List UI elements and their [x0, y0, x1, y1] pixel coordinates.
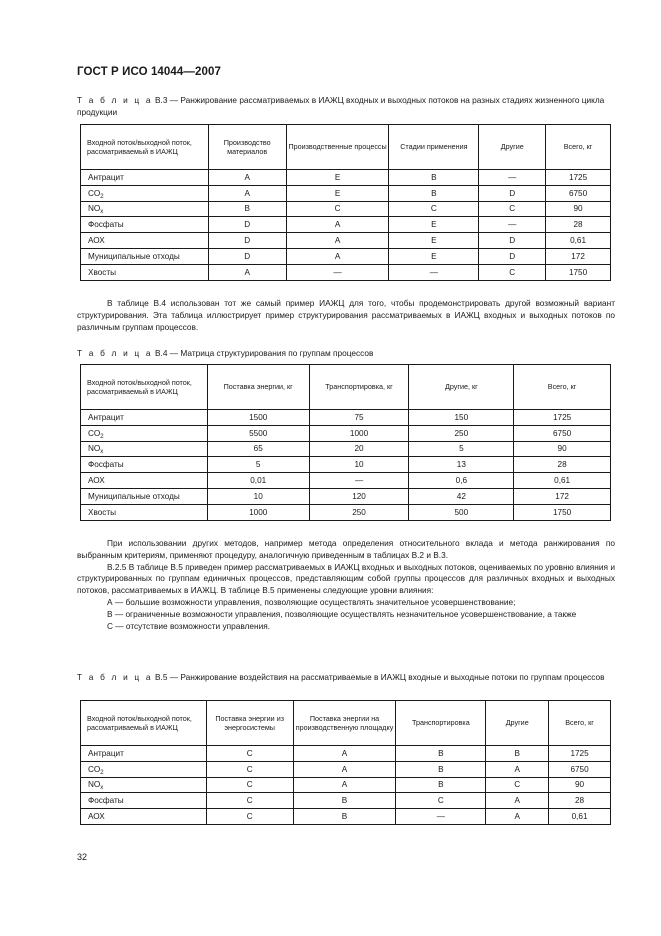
table-cell: —	[309, 473, 409, 489]
row-label-cell	[81, 746, 207, 762]
table-cell: 500	[409, 504, 514, 520]
table-cell: 5	[409, 441, 514, 457]
table-cell: A	[208, 185, 286, 201]
table-cell: C	[206, 761, 293, 777]
paragraph-line: А — большие возможности управления, позволяющие осуществлять значительное усовершенствование;	[107, 596, 516, 607]
table-cell: —	[479, 217, 546, 233]
subscript: x	[100, 785, 104, 792]
table-row	[81, 248, 611, 264]
table-cell: A	[293, 777, 396, 793]
table-row	[81, 201, 611, 217]
table-cell: A	[486, 809, 549, 825]
header-cell: Транспортировка	[396, 701, 486, 746]
row-label-cell	[81, 425, 208, 441]
document-header: ГОСТ Р ИСО 14044—2007	[77, 66, 222, 78]
table-cell: 1725	[514, 410, 611, 426]
header-cell: Транспортировка, кг	[309, 365, 409, 410]
row-label: Антрацит	[88, 748, 124, 758]
table-row	[81, 761, 611, 777]
row-label: АОХ	[88, 236, 105, 246]
table-cell: В	[486, 746, 549, 762]
row-label-cell	[81, 809, 207, 825]
row-label-cell	[81, 170, 209, 186]
table-cell: 42	[409, 488, 514, 504]
paragraph-line: С — отсутствие возможности управления.	[107, 620, 271, 631]
table-row	[81, 170, 611, 186]
table-cell: 120	[309, 488, 409, 504]
row-label: Хвосты	[88, 267, 117, 277]
table-cell: B	[293, 809, 396, 825]
table-row	[81, 488, 611, 504]
header-cell: Поставка энергии, кг	[207, 365, 309, 410]
table-cell: 1000	[309, 425, 409, 441]
table-b4-caption	[77, 347, 615, 359]
row-label-cell	[81, 457, 208, 473]
header-cell: Всего, кг	[546, 125, 611, 170]
table-cell: —	[396, 809, 486, 825]
row-label: CO	[88, 764, 101, 774]
subscript: 2	[100, 433, 104, 440]
caption-prefix: Т а б л и ц а	[77, 95, 153, 105]
row-label: Фосфаты	[88, 220, 124, 230]
table-cell: A	[286, 248, 389, 264]
table-cell: A	[293, 761, 396, 777]
row-label: Антрацит	[88, 172, 124, 182]
table-cell: 75	[309, 410, 409, 426]
table-row	[81, 809, 611, 825]
row-label: CO	[88, 428, 101, 438]
table-cell: A	[286, 233, 389, 249]
table-cell: E	[286, 185, 389, 201]
row-label-cell	[81, 488, 208, 504]
table-cell: D	[479, 185, 546, 201]
row-label: АОХ	[88, 812, 105, 822]
table-row	[81, 410, 611, 426]
table-cell: B	[396, 761, 486, 777]
row-label-cell	[81, 761, 207, 777]
table-row	[81, 185, 611, 201]
table-cell: C	[286, 201, 389, 217]
header-cell: Другие, кг	[409, 365, 514, 410]
subscript: 2	[100, 193, 104, 200]
table-cell: 90	[546, 201, 611, 217]
table-cell: A	[208, 264, 286, 280]
row-label: Фосфаты	[88, 460, 124, 470]
table-cell: —	[286, 264, 389, 280]
table-cell: —	[479, 170, 546, 186]
header-cell: Входной поток/выходной поток, рассматриваемый в ИАЖЦ	[81, 701, 207, 746]
row-label-cell	[81, 504, 208, 520]
row-label-cell	[81, 410, 208, 426]
row-label: Хвосты	[88, 507, 117, 517]
table-cell: B	[293, 793, 396, 809]
paragraph-line: При использовании других методов, например метода определения относительного вклада и метода ранжирования по выбранным критериям, применяют процедуру, аналогичную приведенным в таблицах В.2 и В.3.	[77, 538, 615, 560]
table-cell: 0,61	[546, 233, 611, 249]
caption-prefix: Т а б л и ц а	[77, 348, 153, 358]
table-row	[81, 217, 611, 233]
row-label-cell	[81, 793, 207, 809]
caption-text: В.3 — Ранжирование рассматриваемых в ИАЖЦ входных и выходных потоков на разных стадиях жизненного цикла продукции	[77, 95, 605, 117]
table-cell: C	[389, 201, 479, 217]
row-label-cell	[81, 473, 208, 489]
table-cell: B	[396, 777, 486, 793]
table-cell: 20	[309, 441, 409, 457]
table-row	[81, 793, 611, 809]
table-cell: 10	[309, 457, 409, 473]
table-cell: 0,01	[207, 473, 309, 489]
row-label: Муниципальные отходы	[88, 491, 180, 501]
paragraph-b5-intro	[77, 538, 615, 632]
table-cell: D	[208, 233, 286, 249]
page-number: 32	[77, 852, 88, 862]
table-cell: D	[479, 233, 546, 249]
header-cell: Производство материалов	[208, 125, 286, 170]
row-label: NO	[88, 780, 101, 790]
header-cell: Поставка энергии на производственную площадку	[293, 701, 396, 746]
table-b5	[80, 700, 611, 825]
row-label: CO	[88, 188, 101, 198]
table-cell: 1750	[546, 264, 611, 280]
table-cell: А	[293, 746, 396, 762]
row-label-cell	[81, 777, 207, 793]
table-cell: 90	[549, 777, 611, 793]
table-cell: E	[389, 233, 479, 249]
row-label-cell	[81, 441, 208, 457]
table-cell: 10	[207, 488, 309, 504]
row-label: NO	[88, 444, 101, 454]
subscript: 2	[100, 769, 104, 776]
table-b3	[80, 124, 611, 281]
table-cell: 28	[549, 793, 611, 809]
table-cell: 1725	[549, 746, 611, 762]
header-cell: Поставка энергии из энергосистемы	[206, 701, 293, 746]
table-row	[81, 504, 611, 520]
table-cell: 28	[514, 457, 611, 473]
table-cell: C	[486, 777, 549, 793]
table-cell: 250	[309, 504, 409, 520]
table-cell: 0,6	[409, 473, 514, 489]
table-row	[81, 441, 611, 457]
table-cell: В	[389, 170, 479, 186]
header-cell: Другие	[486, 701, 549, 746]
table-cell: C	[479, 201, 546, 217]
row-label: NO	[88, 204, 101, 214]
row-label-cell	[81, 264, 209, 280]
table-cell: 13	[409, 457, 514, 473]
table-b4	[80, 364, 611, 521]
table-cell: Е	[286, 170, 389, 186]
table-row	[81, 425, 611, 441]
table-cell: C	[206, 809, 293, 825]
table-cell: 1000	[207, 504, 309, 520]
table-cell: A	[486, 761, 549, 777]
table-cell: 65	[207, 441, 309, 457]
row-label-cell	[81, 185, 209, 201]
row-label-cell	[81, 248, 209, 264]
table-cell: А	[208, 170, 286, 186]
table-cell: 90	[514, 441, 611, 457]
table-cell: 5	[207, 457, 309, 473]
header-cell: Стадии применения	[389, 125, 479, 170]
table-cell: C	[206, 777, 293, 793]
table-cell: С	[206, 746, 293, 762]
table-cell: 6750	[514, 425, 611, 441]
row-label: Фосфаты	[88, 796, 124, 806]
table-cell: C	[206, 793, 293, 809]
caption-text: В.5 — Ранжирование воздействия на рассматриваемые в ИАЖЦ входные и выходные потоки по группам процессов	[152, 672, 605, 682]
table-cell: E	[389, 217, 479, 233]
table-cell: В	[396, 746, 486, 762]
subscript: x	[100, 209, 104, 216]
table-cell: B	[389, 185, 479, 201]
table-cell: C	[396, 793, 486, 809]
table-cell: 250	[409, 425, 514, 441]
row-label-cell	[81, 201, 209, 217]
table-cell: D	[208, 248, 286, 264]
table-row	[81, 264, 611, 280]
table-cell: A	[486, 793, 549, 809]
table-cell: C	[479, 264, 546, 280]
header-cell: Всего, кг	[549, 701, 611, 746]
table-cell: 0,61	[514, 473, 611, 489]
table-cell: 6750	[549, 761, 611, 777]
table-b5-caption	[77, 671, 615, 683]
header-cell: Входной поток/выходной поток, рассматриваемый в ИАЖЦ	[81, 125, 209, 170]
table-cell: 28	[546, 217, 611, 233]
table-cell: 172	[546, 248, 611, 264]
header-cell: Входной поток/выходной поток, рассматриваемый в ИАЖЦ	[81, 365, 208, 410]
table-cell: —	[389, 264, 479, 280]
paragraph-line: В.2.5 В таблице В.5 приведен пример рассматриваемых в ИАЖЦ входных и выходных потоков, оцениваемых по уровню влияния и структурированных по группам единичных процессов, представляющим собой группы процессов для различных входных и выходных потоков, рассматриваемых в ИАЖЦ. В таблице В.5 применены следующие уровни влияния:	[77, 561, 615, 596]
table-cell: 0,61	[549, 809, 611, 825]
table-row	[81, 777, 611, 793]
subscript: x	[100, 449, 104, 456]
header-cell: Производственные процессы	[286, 125, 389, 170]
table-cell: 1500	[207, 410, 309, 426]
row-label-cell	[81, 233, 209, 249]
paragraph-b4-intro: В таблице В.4 использован тот же самый пример ИАЖЦ для того, чтобы продемонстрировать другой возможный вариант структурирования. Эта таблица иллюстрирует пример структурирования рассматриваемых в ИАЖЦ входных и выходных потоков по различным группам процессов.	[77, 298, 615, 332]
caption-prefix: Т а б л и ц а	[77, 672, 153, 682]
table-cell: D	[208, 217, 286, 233]
row-label: Муниципальные отходы	[88, 251, 180, 261]
table-cell: D	[479, 248, 546, 264]
table-cell: 6750	[546, 185, 611, 201]
table-row	[81, 457, 611, 473]
row-label: АОХ	[88, 476, 105, 486]
row-label: Антрацит	[88, 412, 124, 422]
table-cell: 5500	[207, 425, 309, 441]
row-label-cell	[81, 217, 209, 233]
table-cell: 150	[409, 410, 514, 426]
header-cell: Всего, кг	[514, 365, 611, 410]
header-cell: Другие	[479, 125, 546, 170]
table-cell: E	[389, 248, 479, 264]
table-cell: B	[208, 201, 286, 217]
table-cell: 172	[514, 488, 611, 504]
table-b3-caption	[77, 94, 615, 118]
table-row	[81, 233, 611, 249]
table-cell: A	[286, 217, 389, 233]
table-cell: 1750	[514, 504, 611, 520]
table-cell: 1725	[546, 170, 611, 186]
caption-text: В.4 — Матрица структурирования по группам процессов	[152, 348, 374, 358]
table-row	[81, 473, 611, 489]
paragraph-line: В — ограниченные возможности управления, позволяющие осуществлять незначительное усовершенствование, а также	[107, 608, 577, 619]
table-row	[81, 746, 611, 762]
